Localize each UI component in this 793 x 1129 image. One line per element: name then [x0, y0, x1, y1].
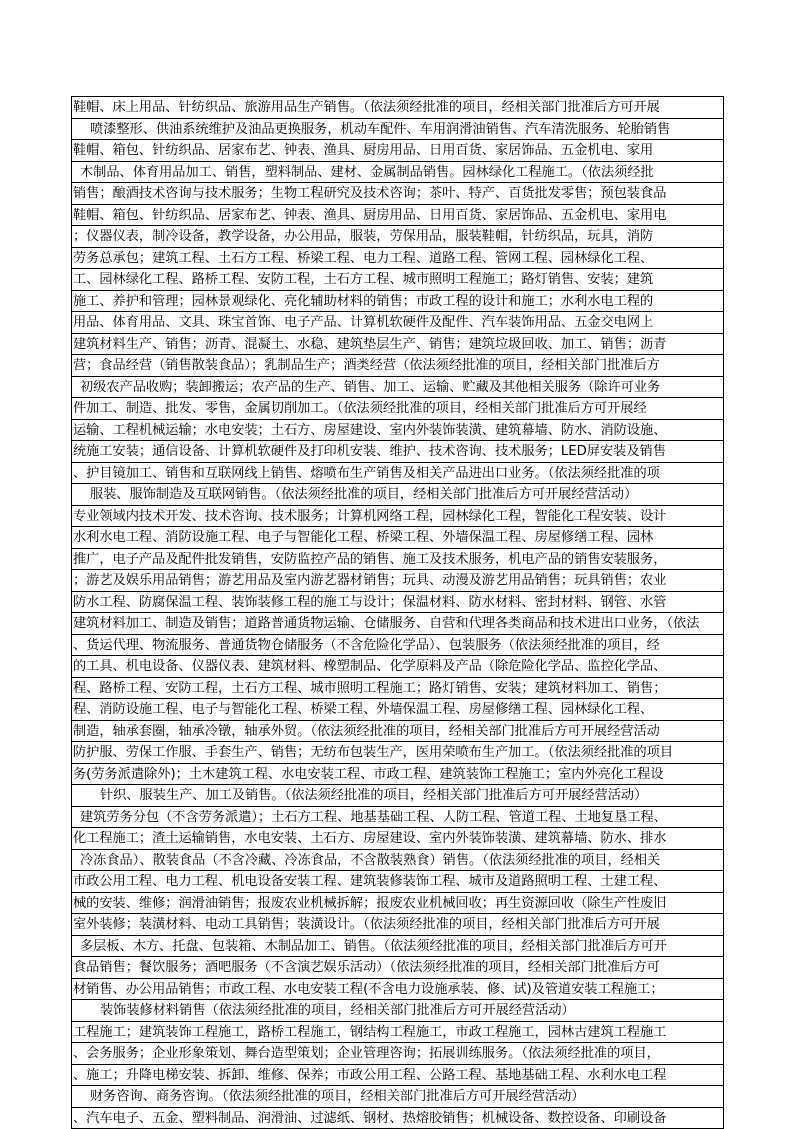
table-row: 程、消防设施工程、电子与智能化工程、桥梁工程、外墙保温工程、房屋修缮工程、园林绿化工程、 — [72, 699, 724, 721]
table-row: 喷漆整形、供油系统维护及油品更换服务，机动车配件、车用润滑油销售、汽车清洗服务、轮胎销售 — [72, 119, 724, 141]
table-row: 服装、服饰制造及互联网销售。（依法须经批准的项目，经相关部门批准后方可开展经营活动） — [72, 484, 724, 506]
table-row: 施工、养护和管理；园林景观绿化、亮化辅助材料的销售；市政工程的设计和施工；水利水电工程的 — [72, 291, 724, 313]
table-row: 统施工安装；通信设备、计算机软硬件及打印机安装、维护、技术咨询、技术服务；LED屏安装及销售 — [72, 441, 724, 463]
table-row: 建筑材料加工、制造及销售；道路普通货物运输、仓储服务、自营和代理各类商品和技术进出口业务，（依法 — [72, 613, 724, 635]
table-row: 、汽车电子、五金、塑料制品、润滑油、过滤纸、钢材、热熔胶销售；机械设备、数控设备、印刷设备 — [72, 1108, 724, 1129]
table-row: 销售；酿酒技术咨询与技术服务；生物工程研究及技术咨询；茶叶、特产、百货批发零售；预包装食品 — [72, 183, 724, 205]
table-row: 建筑劳务分包（不含劳务派遣）；土石方工程、地基基础工程、人防工程、管道工程、土地复垦工程、 — [72, 807, 724, 829]
table-row: 鞋帽、箱包、针纺织品、居家布艺、钟表、渔具、厨房用品、日用百货、家居饰品、五金机电、家用 — [72, 140, 724, 162]
table-row: 、施工；升降电梯安装、拆卸、维修、保养；市政公用工程、公路工程、基地基础工程、水利水电工程 — [72, 1065, 724, 1087]
table-row: 市政公用工程、电力工程、机电设备安装工程、建筑装修装饰工程、城市及道路照明工程、土建工程、 — [72, 871, 724, 893]
table-row: 化工程施工；渣土运输销售，水电安装、土石方、房屋建设、室内外装饰装潢、建筑幕墙、防水、排水 — [72, 828, 724, 850]
table-row: 建筑材料生产、销售；沥青、混凝土、水稳、建筑垫层生产、销售；建筑垃圾回收、加工、销售；沥青 — [72, 334, 724, 356]
table-row: 、货运代理、物流服务、普通货物仓储服务（不含危险化学品）、包装服务（依法须经批准的项目，经 — [72, 635, 724, 657]
table-row: 工程施工；建筑装饰工程施工，路桥工程施工，钢结构工程施工，市政工程施工，园林古建筑工程施工 — [72, 1022, 724, 1044]
table-row: 的工具、机电设备、仪器仪表、建筑材料、橡塑制品、化学原料及产品（除危险化学品、监控化学品、 — [72, 656, 724, 678]
table-row: 冷冻食品）、散装食品（不含冷藏、冷冻食品，不含散装熟食）销售。（依法须经批准的项目，经相关 — [72, 850, 724, 872]
table-row: 初级农产品收购；装卸搬运；农产品的生产、销售、加工、运输、贮藏及其他相关服务（除许可业务 — [72, 377, 724, 399]
table-row: 制造，轴承套圈，轴承冷镦，轴承外贸。（依法须经批准的项目，经相关部门批准后方可开展经营活动 — [72, 721, 724, 743]
table-row: 室外装修；装潢材料、电动工具销售；装潢设计。（依法须经批准的项目，经相关部门批准后方可开展 — [72, 914, 724, 936]
table-row: 推广，电子产品及配件批发销售，安防监控产品的销售、施工及技术服务，机电产品的销售安装服务， — [72, 549, 724, 571]
table-row: 材销售、办公用品销售；市政工程、水电安装工程(不含电力设施承装、修、试)及管道安装工程施工； — [72, 979, 724, 1001]
table-row: 装饰装修材料销售（依法须经批准的项目，经相关部门批准后方可开展经营活动） — [72, 1000, 724, 1022]
table-row: 、会务服务；企业形象策划、舞台造型策划；企业管理咨询；拓展训练服务。（依法须经批准的项目， — [72, 1043, 724, 1065]
table-row: 防护服、劳保工作服、手套生产、销售；无纺布包装生产，医用荣喷布生产加工。（依法须经批准的项目 — [72, 742, 724, 764]
table-row: 件加工、制造、批发、零售，金属切削加工。（依法须经批准的项目，经相关部门批准后方可开展经 — [72, 398, 724, 420]
table-row: 用品、体育用品、文具、珠宝首饰、电子产品、计算机软硬件及配件、汽车装饰用品、五金交电网上 — [72, 312, 724, 334]
table-row: 防水工程、防腐保温工程、装饰装修工程的施工与设计；保温材料、防水材料、密封材料、钢管、水管 — [72, 592, 724, 614]
table-row: 专业领域内技术开发、技术咨询、技术服务；计算机网络工程，园林绿化工程，智能化工程安装、设计 — [72, 506, 724, 528]
table-row: 财务咨询、商务咨询。（依法须经批准的项目，经相关部门批准后方可开展经营活动） — [72, 1086, 724, 1108]
table-row: 木制品、体育用品加工、销售，塑料制品、建材、金属制品销售。园林绿化工程施工。（依法须经批 — [72, 162, 724, 184]
table-row: 针织、服装生产、加工及销售。（依法须经批准的项目，经相关部门批准后方可开展经营活动） — [72, 785, 724, 807]
table-row: 鞋帽、床上用品、针纺织品、旅游用品生产销售。（依法须经批准的项目，经相关部门批准后方可开展 — [72, 97, 724, 119]
table-row: 运输、工程机械运输；水电安装；土石方、房屋建设、室内外装饰装潢、建筑幕墙、防水、消防设施、 — [72, 420, 724, 442]
table-row: 鞋帽、箱包、针纺织品、居家布艺、钟表、渔具、厨房用品、日用百货、家居饰品、五金机电、家用电 — [72, 205, 724, 227]
table-row: 劳务总承包；建筑工程、土石方工程、桥梁工程、电力工程、道路工程、管网工程、园林绿化工程、 — [72, 248, 724, 270]
table-row: 、护目镜加工、销售和互联网线上销售、熔喷布生产销售及相关产品进出口业务。（依法须经批准的项 — [72, 463, 724, 485]
table-row: 务(劳务派遣除外)；土木建筑工程、水电安装工程、市政工程、建筑装饰工程施工；室内外亮化工程设 — [72, 764, 724, 786]
table-row: 工、园林绿化工程、路桥工程、安防工程，土石方工程、城市照明工程施工；路灯销售、安装；建筑 — [72, 269, 724, 291]
table-row: 械的安装、维修；润滑油销售；报废农业机械拆解；报废农业机械回收；再生资源回收（除生产性废旧 — [72, 893, 724, 915]
table-row: 食品销售；餐饮服务；酒吧服务（不含演艺娱乐活动）（依法须经批准的项目，经相关部门批准后方可 — [72, 957, 724, 979]
table-row: 水利水电工程、消防设施工程、电子与智能化工程、桥梁工程、外墙保温工程、房屋修缮工程、园林 — [72, 527, 724, 549]
table-row: ；仪器仪表，制冷设备，教学设备，办公用品，服装，劳保用品，服装鞋帽，针纺织品，玩具，消防 — [72, 226, 724, 248]
table-row: 程、路桥工程、安防工程，土石方工程、城市照明工程施工；路灯销售、安装；建筑材料加工、销售； — [72, 678, 724, 700]
table-row: 多层板、木方、托盘、包装箱、木制品加工、销售。（依法须经批准的项目，经相关部门批准后方可开 — [72, 936, 724, 958]
table-row: ；游艺及娱乐用品销售；游艺用品及室内游艺器材销售；玩具、动漫及游艺用品销售；玩具销售；农业 — [72, 570, 724, 592]
business-scope-table — [71, 96, 724, 1129]
table-row: 营；食品经营（销售散装食品）；乳制品生产；酒类经营（依法须经批准的项目，经相关部门批准后方 — [72, 355, 724, 377]
